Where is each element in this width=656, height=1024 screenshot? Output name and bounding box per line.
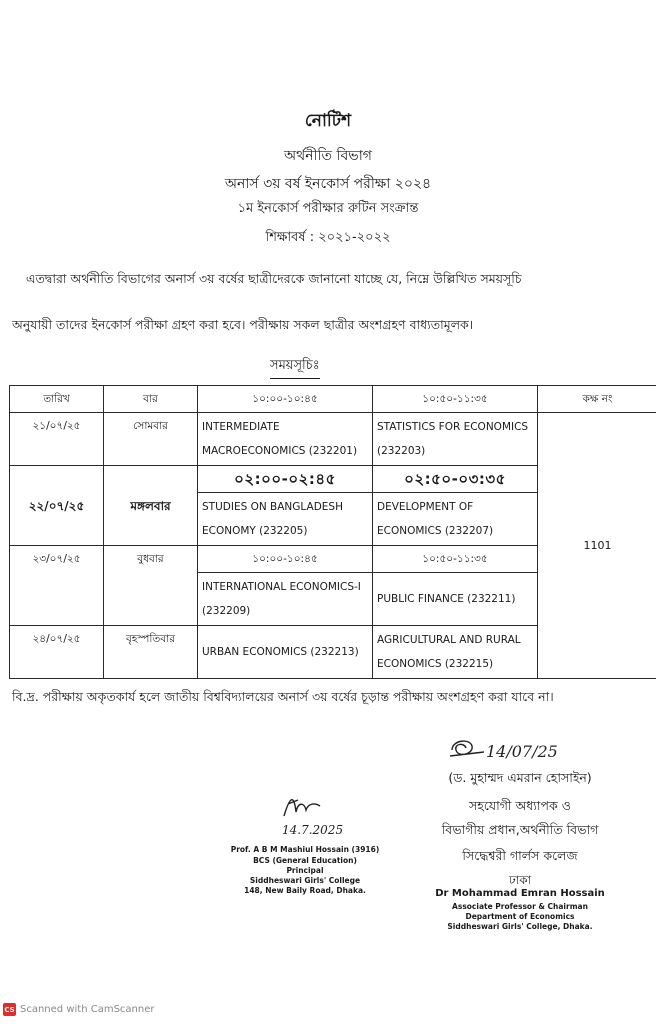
row-day-empty [104, 573, 198, 626]
row-date-empty [10, 573, 104, 626]
academic-session: শিক্ষাবর্ষ : ২০২১-২০২২ [265, 230, 391, 245]
row-day: বুধবার [104, 546, 198, 573]
signature-left-scribble [280, 792, 322, 822]
notice-title: নোটিশ [304, 111, 352, 131]
row-subject-2 [373, 626, 538, 679]
subject-line: DEVELOPMENT OF [377, 501, 474, 513]
row-date: ২৩/০৭/২৫ [10, 546, 104, 573]
signature-right-scribble [448, 736, 488, 762]
principal-college: Siddheswari Girls' College [249, 876, 361, 885]
subject-line: ECONOMICS (232207) [377, 525, 494, 537]
subject-line: ECONOMY (232205) [202, 525, 308, 537]
row-day: বৃহস্পতিবার [104, 626, 198, 679]
principal-name: Prof. A B M Mashiul Hossain (3916) [230, 845, 380, 854]
signatory-city-bn: ঢাকা [508, 873, 532, 887]
time-slot-1: ০২:০০-০২:৪৫ [198, 466, 373, 493]
subject-line: AGRICULTURAL AND RURAL [377, 634, 521, 646]
principal-service: BCS (General Education) [253, 856, 357, 865]
subject-line: MACROECONOMICS (232201) [202, 445, 358, 457]
subject-line: (232209) [202, 605, 251, 617]
row-subject-1: URBAN ECONOMICS (232213) [198, 626, 373, 679]
header-slot-1: ১০:০০-১০:৪৫ [198, 386, 373, 413]
exam-schedule-table [9, 385, 656, 679]
principal-role: Principal [286, 866, 324, 875]
body-line-2: অনুযায়ী তাদের ইনকোর্স পরীক্ষা গ্রহণ করা হবে। পরীক্ষায় সকল ছাত্রীর অংশগ্রহণ বাধ্যতামূলক। [12, 317, 474, 332]
signatory-title2-bn: বিভাগীয় প্রধান,অর্থনীতি বিভাগ [441, 822, 599, 837]
subject-line: STATISTICS FOR ECONOMICS [377, 421, 529, 433]
row-day: মঙ্গলবার [104, 466, 198, 546]
signatory-college-en: Siddheswari Girls' College, Dhaka. [447, 922, 593, 931]
signature-right-date: 14/07/25 [486, 742, 558, 761]
department-name: অর্থনীতি বিভাগ [284, 148, 372, 164]
signatory-title-en: Associate Professor & Chairman [452, 902, 588, 911]
signatory-college-bn: সিদ্ধেশ্বরী গার্লস কলেজ [462, 848, 578, 863]
camscanner-logo-icon: CS [3, 1003, 16, 1016]
time-slot-2: ১০:৫০-১১:৩৫ [373, 546, 538, 573]
header-day: বার [104, 386, 198, 413]
time-slot-1: ১০:০০-১০:৪৫ [198, 546, 373, 573]
row-date: ২৪/০৭/২৫ [10, 626, 104, 679]
schedule-label: সময়সূচিঃ [270, 356, 320, 379]
table-row [10, 413, 656, 466]
signature-left-date: 14.7.2025 [282, 823, 344, 837]
subject-line: STUDIES ON BANGLADESH [202, 501, 343, 513]
row-subject-1 [198, 493, 373, 546]
room-number: 1101 [538, 413, 656, 679]
row-date: ২২/০৭/২৫ [10, 466, 104, 546]
subject-line: INTERNATIONAL ECONOMICS-I [202, 581, 361, 593]
header-room: কক্ষ নং [538, 386, 656, 413]
row-date: ২১/০৭/২৫ [10, 413, 104, 466]
header-slot-2: ১০:৫০-১১:৩৫ [373, 386, 538, 413]
camscanner-text: Scanned with CamScanner [20, 1004, 155, 1015]
row-subject-2: PUBLIC FINANCE (232211) [373, 573, 538, 626]
subject-line: INTERMEDIATE [202, 421, 280, 433]
principal-address: 148, New Baily Road, Dhaka. [244, 886, 366, 895]
signatory-name-bn: (ড. মুহাম্মদ এমরান হোসাইন) [448, 770, 592, 785]
header-date: তারিখ [10, 386, 104, 413]
signatory-dept-en: Department of Economics [465, 912, 575, 921]
subject-line: (232203) [377, 445, 426, 457]
camscanner-watermark [3, 1003, 155, 1016]
row-subject-1 [198, 413, 373, 466]
signatory-name-en: Dr Mohammad Emran Hossain [435, 888, 605, 899]
row-subject-2 [373, 493, 538, 546]
routine-subject: ১ম ইনকোর্স পরীক্ষার রুটিন সংক্রান্ত [237, 201, 419, 216]
row-subject-1 [198, 573, 373, 626]
time-slot-2: ০২:৫০-০৩:৩৫ [373, 466, 538, 493]
subject-line: ECONOMICS (232215) [377, 658, 494, 670]
footnote: বি.দ্র. পরীক্ষায় অকৃতকার্য হলে জাতীয় বিশ্ববিদ্যালয়ের অনার্স ৩য় বর্ষের চূড়ান্ত পরীক্ষায় অংশগ্রহণ করা যাবে না। [12, 689, 554, 704]
body-line-1: এতদ্বারা অর্থনীতি বিভাগের অনার্স ৩য় বর্ষের ছাত্রীদেরকে জানানো যাচ্ছে যে, নিম্নে উল্লিখিত সময়সূচি [26, 271, 522, 286]
row-subject-2 [373, 413, 538, 466]
table-header-row [10, 386, 656, 413]
row-day: সোমবার [104, 413, 198, 466]
exam-name: অনার্স ৩য় বর্ষ ইনকোর্স পরীক্ষা ২০২৪ [224, 176, 432, 192]
signatory-title-bn: সহযোগী অধ্যাপক ও [469, 798, 571, 813]
